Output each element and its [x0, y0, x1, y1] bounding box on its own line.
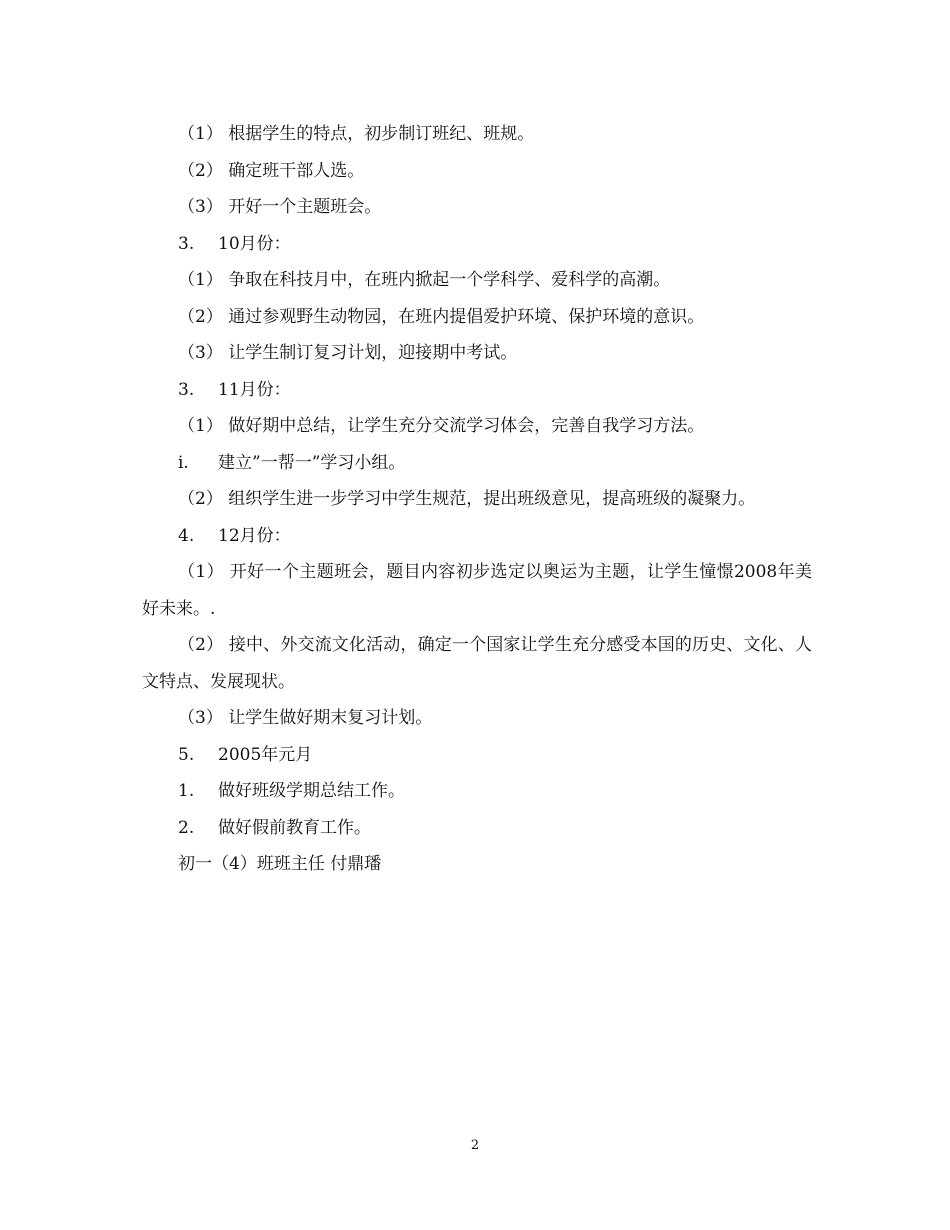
list-number: 3.	[178, 233, 195, 254]
list-number: 5.	[178, 744, 195, 765]
list-item-1: 1. 做好班级学期总结工作。	[142, 773, 812, 810]
list-item-october: 3. 10月份：	[142, 226, 812, 263]
paragraph-10: （2） 接中、外交流文化活动，确定一个国家让学生充分感受本国的历史、文化、人文特点、发展现状。	[142, 635, 812, 692]
paragraph-4: （1） 争取在科技月中，在班内掀起一个学科学、爱科学的高潮。	[178, 270, 671, 290]
list-number: 3.	[178, 379, 195, 400]
list-number: 4.	[178, 525, 195, 546]
paragraph-7: （1） 做好期中总结，让学生充分交流学习体会，完善自我学习方法。	[178, 416, 705, 436]
paragraph-3: （3） 开好一个主题班会。	[178, 197, 382, 217]
list-item-i: i. 建立”一帮一”学习小组。	[142, 445, 812, 482]
paragraph-9: （1） 开好一个主题班会，题目内容初步选定以奥运为主题，让学生憧憬2008年美好未来。.	[142, 562, 812, 619]
paragraph-5: （2） 通过参观野生动物园，在班内提倡爱护环境、保护环境的意识。	[178, 306, 705, 327]
list-number: i.	[178, 452, 189, 473]
paragraph-11: （3） 让学生做好期末复习计划。	[178, 708, 433, 728]
paragraph-2: （2） 确定班干部人选。	[178, 160, 365, 181]
list-item-december: 4. 12月份：	[142, 518, 812, 555]
document-body	[142, 116, 812, 883]
list-number: 2.	[178, 817, 195, 838]
paragraph-8: （2） 组织学生进一步学习中学生规范，提出班级意见，提高班级的凝聚力。	[178, 489, 756, 509]
signature-line: 初一（4）班班主任 付鼎璠	[178, 854, 382, 874]
list-item-january: 5. 2005年元月	[142, 737, 812, 774]
list-item-november: 3. 11月份：	[142, 372, 812, 409]
paragraph-1: （1） 根据学生的特点，初步制订班纪、班规。	[178, 124, 535, 144]
list-number: 1.	[178, 781, 195, 801]
list-item-2: 2. 做好假前教育工作。	[142, 810, 812, 847]
paragraph-6: （3） 让学生制订复习计划，迎接期中考试。	[178, 343, 518, 363]
page-number: 2	[470, 1138, 480, 1153]
